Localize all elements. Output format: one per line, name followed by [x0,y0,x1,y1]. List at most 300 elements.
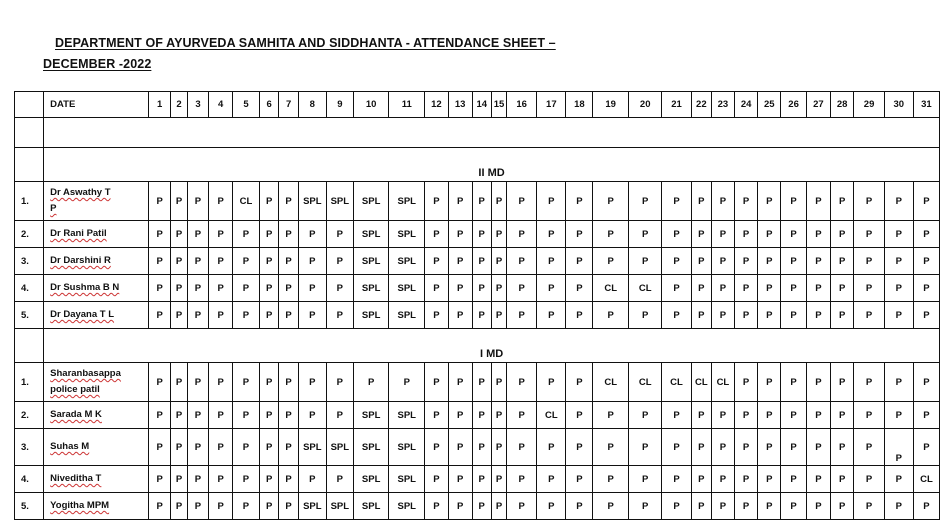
attendance-cell: P [507,302,537,329]
attendance-cell: P [326,402,353,429]
attendance-cell: P [628,182,661,221]
attendance-cell: P [691,275,712,302]
attendance-cell: P [259,221,278,248]
attendance-cell: P [279,466,298,493]
attendance-cell: P [662,182,691,221]
attendance-cell: P [913,429,939,466]
day-header: 5 [232,92,259,118]
section-heading: I MD [44,329,940,363]
attendance-cell: P [662,402,691,429]
attendance-cell: P [209,363,233,402]
day-header: 19 [593,92,629,118]
attendance-cell: P [491,402,506,429]
attendance-cell: P [259,429,278,466]
attendance-cell: P [507,466,537,493]
attendance-cell: P [326,363,353,402]
attendance-cell: P [259,493,278,520]
attendance-cell: P [209,402,233,429]
attendance-cell: P [758,466,781,493]
header-sno-cell [15,92,44,118]
attendance-cell: P [566,402,593,429]
attendance-cell: P [187,182,209,221]
attendance-cell: P [781,182,807,221]
attendance-cell: P [712,493,735,520]
attendance-cell: P [691,182,712,221]
attendance-cell: P [593,466,629,493]
attendance-cell: P [854,466,884,493]
date-header: DATE [44,92,149,118]
attendance-cell: P [491,363,506,402]
attendance-cell: P [259,363,278,402]
attendance-cell: P [425,466,449,493]
attendance-cell: P [448,493,472,520]
attendance-cell: P [187,466,209,493]
attendance-cell: P [537,429,566,466]
attendance-cell: SPL [353,429,389,466]
serial-number: 1. [15,363,44,402]
attendance-cell: P [171,493,187,520]
section-row [15,148,940,182]
attendance-cell: P [807,402,831,429]
attendance-cell: P [209,248,233,275]
attendance-cell: P [884,429,913,466]
attendance-cell: P [491,182,506,221]
serial-number: 3. [15,248,44,275]
attendance-cell: P [628,493,661,520]
attendance-cell: P [187,402,209,429]
attendance-cell: P [326,466,353,493]
attendance-cell: P [712,221,735,248]
attendance-cell: P [593,493,629,520]
attendance-cell: P [712,248,735,275]
attendance-cell: P [448,402,472,429]
serial-number: 2. [15,402,44,429]
attendance-cell: P [507,429,537,466]
attendance-cell: P [691,402,712,429]
attendance-cell: P [628,402,661,429]
serial-number: 3. [15,429,44,466]
attendance-cell: P [781,248,807,275]
attendance-cell: P [566,221,593,248]
attendance-cell: SPL [353,182,389,221]
attendance-cell: CL [537,402,566,429]
attendance-cell: P [566,493,593,520]
attendance-cell: P [593,402,629,429]
attendance-cell: P [448,466,472,493]
header-row [15,92,940,118]
student-row [15,221,940,248]
attendance-cell: P [298,402,326,429]
blank-cell [44,118,940,148]
attendance-cell: SPL [298,429,326,466]
day-header: 22 [691,92,712,118]
attendance-cell: P [425,402,449,429]
attendance-cell: P [830,363,854,402]
attendance-cell: P [171,182,187,221]
attendance-cell: P [209,302,233,329]
attendance-cell: P [734,302,758,329]
attendance-cell: P [472,248,491,275]
attendance-cell: P [171,221,187,248]
attendance-cell: P [691,466,712,493]
student-name-line: Dr Rani Patil [50,228,107,239]
attendance-cell: P [187,493,209,520]
attendance-cell: P [807,466,831,493]
attendance-cell: P [148,466,171,493]
attendance-cell: P [734,248,758,275]
attendance-cell: P [913,302,939,329]
attendance-cell: P [830,182,854,221]
attendance-cell: P [662,493,691,520]
attendance-cell: P [758,402,781,429]
day-header: 13 [448,92,472,118]
attendance-cell: P [913,221,939,248]
attendance-cell: P [507,182,537,221]
attendance-cell: P [279,275,298,302]
student-name [44,302,149,329]
attendance-cell: P [712,275,735,302]
attendance-cell: P [884,363,913,402]
attendance-cell: P [537,248,566,275]
attendance-cell: P [758,363,781,402]
attendance-cell: P [807,429,831,466]
attendance-cell: P [537,466,566,493]
attendance-cell: SPL [389,275,425,302]
section-row [15,329,940,363]
attendance-cell: P [472,302,491,329]
attendance-cell: P [566,429,593,466]
day-header: 3 [187,92,209,118]
attendance-cell: P [830,493,854,520]
attendance-cell: P [491,275,506,302]
attendance-cell: P [854,221,884,248]
attendance-cell: P [781,493,807,520]
attendance-cell: P [232,221,259,248]
attendance-cell: P [298,363,326,402]
day-header: 23 [712,92,735,118]
attendance-cell: P [259,182,278,221]
attendance-cell: P [187,248,209,275]
attendance-cell: CL [691,363,712,402]
attendance-cell: P [507,363,537,402]
student-name [44,493,149,520]
serial-number: 2. [15,221,44,248]
attendance-cell: P [712,182,735,221]
attendance-cell: P [758,429,781,466]
attendance-cell: P [807,248,831,275]
attendance-cell: P [209,275,233,302]
blank-sno-cell [15,118,44,148]
attendance-cell: SPL [326,429,353,466]
attendance-cell: SPL [326,493,353,520]
attendance-cell: P [712,402,735,429]
student-row [15,363,940,402]
day-header: 18 [566,92,593,118]
attendance-cell: P [662,221,691,248]
attendance-cell: P [830,402,854,429]
day-header: 17 [537,92,566,118]
attendance-cell: P [425,221,449,248]
attendance-cell: P [326,302,353,329]
attendance-cell: P [884,466,913,493]
attendance-cell: SPL [353,248,389,275]
attendance-cell: SPL [389,429,425,466]
attendance-cell: P [537,363,566,402]
attendance-cell: P [187,275,209,302]
attendance-cell: P [734,363,758,402]
attendance-cell: P [807,182,831,221]
attendance-cell: P [781,363,807,402]
attendance-cell: P [187,221,209,248]
attendance-cell: P [628,466,661,493]
attendance-cell: P [171,302,187,329]
attendance-cell: P [734,275,758,302]
attendance-cell: P [425,363,449,402]
student-name-line: Dr Dayana T L [50,309,115,320]
attendance-cell: P [566,275,593,302]
attendance-cell: CL [232,182,259,221]
attendance-cell: P [187,429,209,466]
student-name-line: Yogitha MPM [50,500,110,511]
attendance-cell: P [593,429,629,466]
attendance-cell: P [913,402,939,429]
attendance-cell: P [566,248,593,275]
attendance-cell: P [807,493,831,520]
attendance-cell: SPL [389,466,425,493]
attendance-cell: P [781,466,807,493]
attendance-cell: P [279,402,298,429]
attendance-cell: P [712,429,735,466]
attendance-table [14,91,940,520]
attendance-cell: P [854,302,884,329]
attendance-cell: P [807,302,831,329]
sheet-month: DECEMBER -2022 [43,57,152,71]
attendance-cell: P [734,402,758,429]
attendance-cell: P [854,275,884,302]
student-name-line: Suhas M [50,441,90,452]
attendance-cell: P [507,493,537,520]
attendance-cell: P [425,493,449,520]
day-header: 1 [148,92,171,118]
attendance-cell: P [279,248,298,275]
attendance-cell: P [913,493,939,520]
attendance-cell: CL [628,275,661,302]
attendance-cell: P [326,275,353,302]
day-header: 26 [781,92,807,118]
attendance-cell: P [758,275,781,302]
attendance-cell: P [781,275,807,302]
attendance-cell: P [830,429,854,466]
day-header: 20 [628,92,661,118]
attendance-cell: P [628,429,661,466]
attendance-cell: P [662,429,691,466]
attendance-cell: SPL [389,302,425,329]
attendance-cell: P [628,248,661,275]
attendance-cell: P [232,493,259,520]
attendance-cell: P [298,248,326,275]
student-name-line: Sarada M K [50,409,102,420]
serial-number: 5. [15,302,44,329]
attendance-cell: P [781,402,807,429]
attendance-cell: P [171,466,187,493]
attendance-cell: P [259,302,278,329]
student-name [44,466,149,493]
attendance-cell: P [279,493,298,520]
attendance-cell: P [593,248,629,275]
attendance-cell: P [491,493,506,520]
serial-number: 4. [15,466,44,493]
attendance-cell: P [593,221,629,248]
attendance-cell: P [472,221,491,248]
serial-number: 1. [15,182,44,221]
attendance-cell: P [148,302,171,329]
attendance-cell: SPL [326,182,353,221]
student-row [15,402,940,429]
attendance-cell: P [472,402,491,429]
day-header: 21 [662,92,691,118]
day-header: 31 [913,92,939,118]
attendance-cell: P [884,248,913,275]
attendance-cell: P [171,248,187,275]
attendance-cell: P [472,429,491,466]
attendance-cell: P [662,275,691,302]
attendance-cell: SPL [389,248,425,275]
attendance-cell: P [807,221,831,248]
attendance-cell: P [566,466,593,493]
attendance-cell: P [854,493,884,520]
attendance-cell: P [171,363,187,402]
attendance-cell: P [491,466,506,493]
day-header: 29 [854,92,884,118]
attendance-cell: P [209,493,233,520]
student-row [15,275,940,302]
attendance-cell: P [448,248,472,275]
attendance-cell: P [884,182,913,221]
day-header: 9 [326,92,353,118]
attendance-cell: P [448,221,472,248]
attendance-cell: P [830,302,854,329]
attendance-cell: CL [712,363,735,402]
attendance-cell: P [209,466,233,493]
student-name-line: police patil [50,384,100,395]
attendance-cell: P [758,493,781,520]
attendance-cell: P [884,402,913,429]
attendance-cell: SPL [389,182,425,221]
attendance-cell: P [807,275,831,302]
attendance-cell: P [807,363,831,402]
attendance-cell: P [259,248,278,275]
blank-row [15,118,940,148]
attendance-cell: P [259,402,278,429]
day-header: 7 [279,92,298,118]
attendance-cell: P [830,221,854,248]
student-name [44,248,149,275]
attendance-cell: P [884,493,913,520]
attendance-cell: P [537,275,566,302]
attendance-cell: CL [662,363,691,402]
attendance-cell: P [279,429,298,466]
day-header: 2 [171,92,187,118]
attendance-cell: P [854,402,884,429]
day-header: 30 [884,92,913,118]
student-name [44,429,149,466]
attendance-cell: P [662,466,691,493]
attendance-cell: P [472,466,491,493]
attendance-cell: P [326,221,353,248]
attendance-cell: P [691,493,712,520]
attendance-cell: P [854,363,884,402]
day-header: 15 [491,92,506,118]
day-header: 8 [298,92,326,118]
attendance-cell: P [298,221,326,248]
day-header: 25 [758,92,781,118]
day-header: 10 [353,92,389,118]
attendance-cell: P [472,182,491,221]
attendance-cell: SPL [353,302,389,329]
attendance-cell: SPL [353,493,389,520]
attendance-cell: P [691,429,712,466]
student-name [44,221,149,248]
student-row [15,466,940,493]
attendance-cell: P [537,221,566,248]
attendance-cell: P [148,221,171,248]
attendance-cell: P [326,248,353,275]
attendance-cell: P [884,302,913,329]
attendance-cell: P [566,182,593,221]
attendance-cell: P [298,302,326,329]
day-header: 4 [209,92,233,118]
attendance-cell: P [279,221,298,248]
attendance-cell: P [712,302,735,329]
attendance-cell: P [830,275,854,302]
student-row [15,248,940,275]
attendance-cell: P [830,466,854,493]
student-name-line: Dr Darshini R [50,255,111,266]
attendance-cell: P [628,221,661,248]
student-row [15,429,940,466]
attendance-cell: P [279,363,298,402]
section-heading: II MD [44,148,940,182]
student-name-line: Dr Sushma B N [50,282,120,293]
attendance-cell: P [566,363,593,402]
attendance-cell: P [854,248,884,275]
attendance-cell: P [537,302,566,329]
day-header: 11 [389,92,425,118]
attendance-cell: SPL [353,275,389,302]
attendance-cell: P [691,221,712,248]
student-row [15,493,940,520]
attendance-cell: P [507,275,537,302]
attendance-cell: CL [593,363,629,402]
sheet-title: DEPARTMENT OF AYURVEDA SAMHITA AND SIDDHANTA - ATTENDANCE SHEET – [55,36,556,50]
attendance-cell: CL [913,466,939,493]
attendance-cell: P [507,221,537,248]
attendance-cell: P [353,363,389,402]
attendance-cell: CL [628,363,661,402]
attendance-cell: P [209,429,233,466]
attendance-cell: P [148,493,171,520]
attendance-cell: P [691,248,712,275]
attendance-cell: P [758,221,781,248]
student-name-line: Niveditha T [50,473,102,484]
attendance-cell: P [854,182,884,221]
attendance-cell: P [232,275,259,302]
attendance-cell: CL [593,275,629,302]
attendance-cell: P [232,248,259,275]
attendance-cell: SPL [353,221,389,248]
attendance-cell: P [781,429,807,466]
attendance-cell: P [472,275,491,302]
